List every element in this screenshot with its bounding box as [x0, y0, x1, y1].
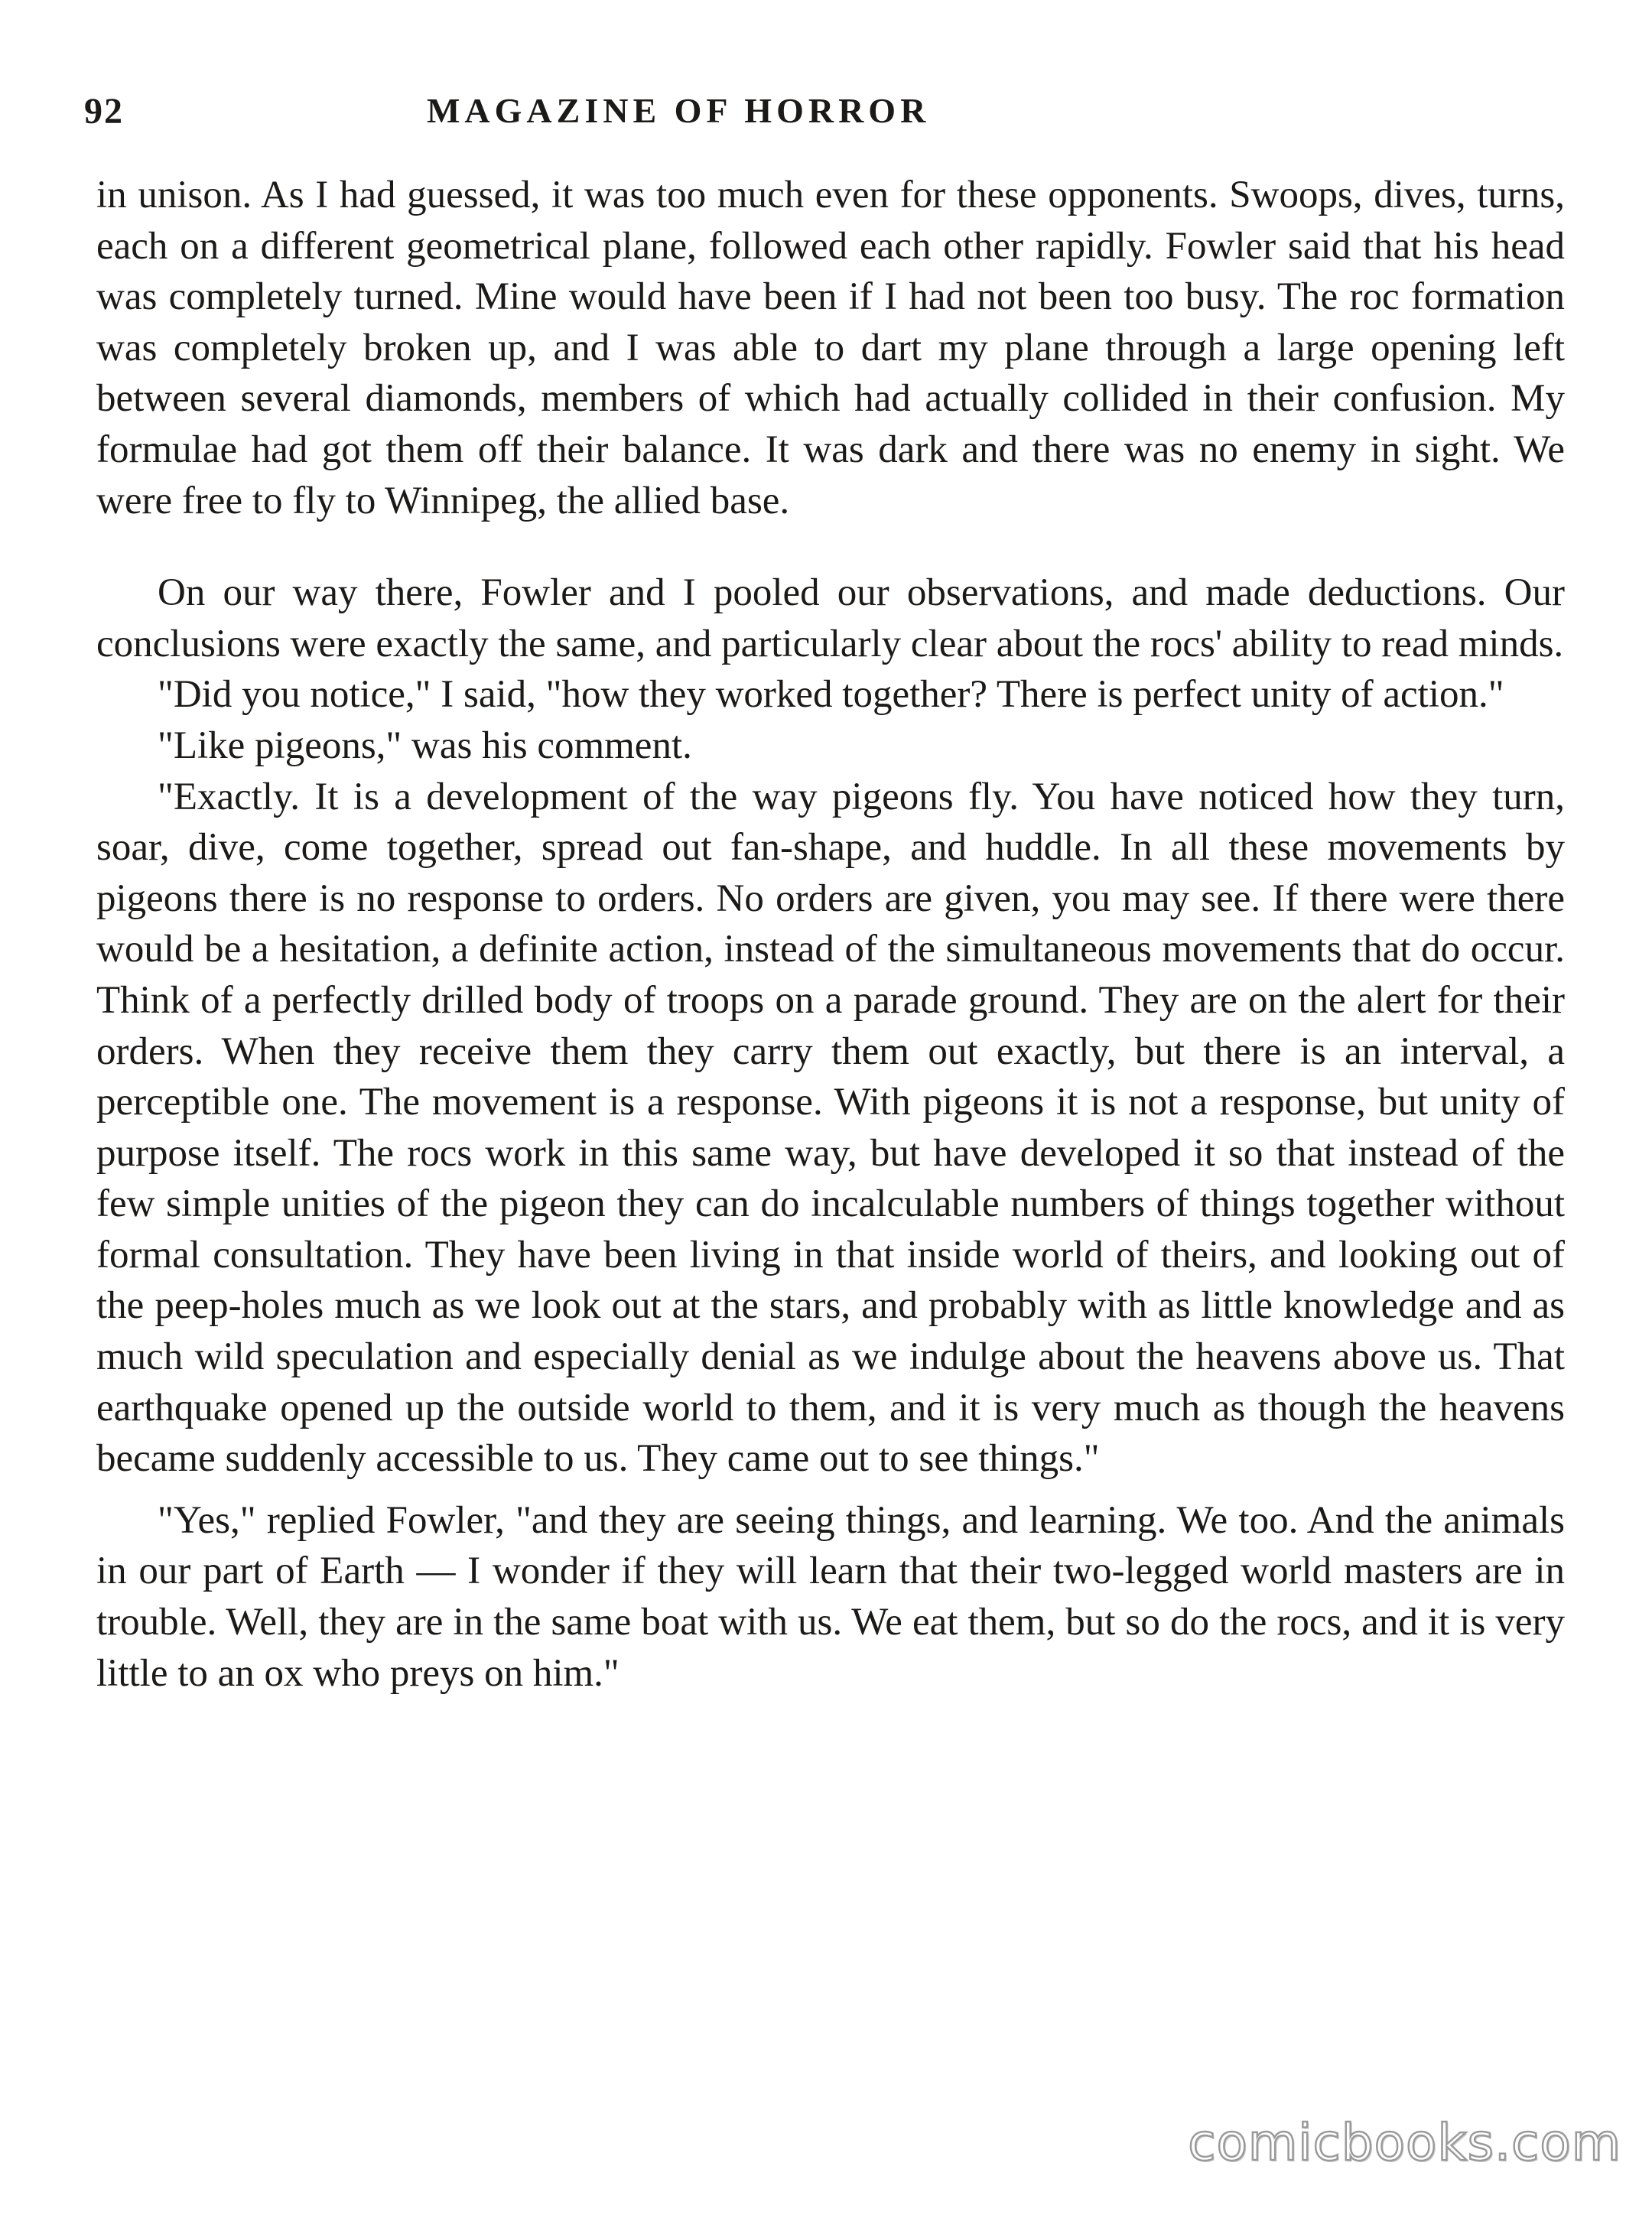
paragraph: "Yes," replied Fowler, "and they are seeing things, and learning. We too. And the animals in our part of Earth — I wonder if they will learn that their two-legged world masters are in trouble. Well, they are in the same boat with us. We eat them, but so do the rocs, and it is very little to an ox who preys on him.": [96, 1498, 1565, 1695]
paragraph: "Like pigeons," was his comment.: [158, 724, 692, 767]
paragraph-continuation: in unison. As I had guessed, it was too much even for these opponents. Swoops, dives, turns, each on a different geometrical plane, followed each other rapidly. Fowler said that his head was completely turned. Mine would have been if I had not been too busy. The roc formation was completely broken up, and I was able to dart my plane through a large opening left between several diamonds, members of which had actually collided in their confusion. My formulae had got them off their balance. It was dark and there was no enemy in sight. We were free to fly to Winnipeg, the allied base.: [96, 174, 1565, 522]
watermark-logo: comicbooks.com: [1188, 2113, 1621, 2172]
paragraph: On our way there, Fowler and I pooled our observations, and made deductions. Our conclusions were exactly the same, and particularly clear about the rocs' ability to read minds.: [96, 571, 1565, 665]
story-text: [96, 170, 1565, 1699]
running-head: MAGAZINE OF HORROR: [427, 91, 931, 130]
paragraph: "Did you notice," I said, "how they worked together? There is perfect unity of action.": [158, 673, 1504, 717]
page-header: [84, 90, 1568, 151]
paragraph: "Exactly. It is a development of the way pigeons fly. You have noticed how they turn, soar, dive, come together, spread out fan-shape, and huddle. In all these movements by pigeons there is no response to orders. No orders are given, you may see. If there were there would be a hesitation, a definite action, instead of the simultaneous movements that do occur. Think of a perfectly drilled body of troops on a parade ground. They are on the alert for their orders. When they receive them they carry them out exactly, but there is an interval, a perceptible one. The movement is a response. With pigeons it is not a response, but unity of purpose itself. The rocs work in this same way, but have developed it so that instead of the few simple unities of the pigeon they can do incalculable numbers of things together without formal consultation. They have been living in that inside world of theirs, and looking out of the peep-holes much as we look out at the stars, and probably with as little knowledge and as much wild speculation and especially denial as we indulge about the heavens above us. That earthquake opened up the outside world to them, and it is very much as though the heavens became suddenly accessible to us. They came out to see things.": [96, 775, 1565, 1481]
page-number: 92: [84, 91, 124, 132]
